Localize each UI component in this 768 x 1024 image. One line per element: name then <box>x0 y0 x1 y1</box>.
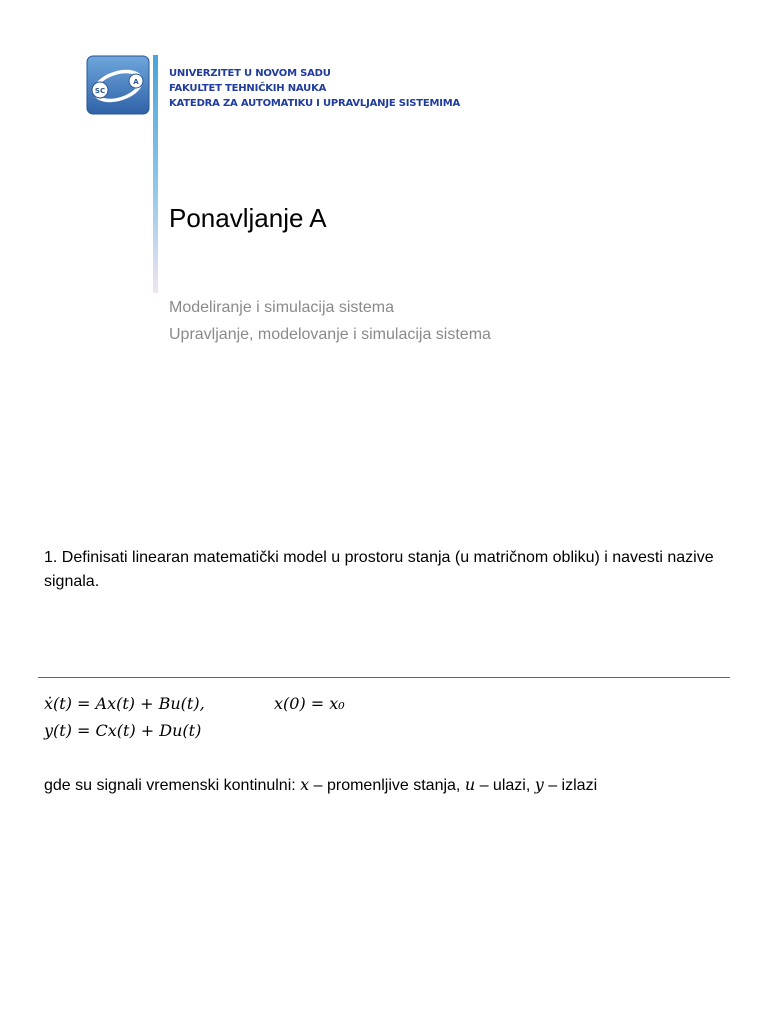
institution-department: KATEDRA ZA AUTOMATIKU I UPRAVLJANJE SISTEMIMA <box>169 98 461 109</box>
answer-divider <box>38 677 730 678</box>
subtitle-course-2: Upravljanje, modelovanje i simulacija sistema <box>169 326 491 343</box>
desc-x-text: – promenljive stanja, <box>309 777 465 794</box>
output-equation: y(t) = Cx(t) + Du(t) <box>44 721 202 740</box>
logo-badge-right: A <box>133 78 139 86</box>
institution-university: UNIVERZITET U NOVOM SADU <box>169 68 331 79</box>
state-equation: ẋ(t) = Ax(t) + Bu(t), <box>44 694 205 713</box>
signal-description <box>44 773 597 798</box>
header-accent-bar <box>153 55 158 293</box>
initial-condition: x(0) = x₀ <box>274 694 345 713</box>
desc-prefix: gde su signali vremenski kontinulni: <box>44 777 301 794</box>
university-logo-icon <box>86 55 150 115</box>
institution-block <box>169 66 460 111</box>
question-text: 1. Definisati linearan matematički model u prostoru stanja (u matričnom obliku) i navesti nazive signala. <box>44 549 714 590</box>
subtitle-course-1: Modeliranje i simulacija sistema <box>169 299 394 316</box>
page-title: Ponavljanje A <box>169 203 327 233</box>
logo-badge-left: SC <box>94 87 106 95</box>
desc-u-text: – ulazi, <box>475 777 535 794</box>
institution-faculty: FAKULTET TEHNIČKIH NAUKA <box>169 83 327 94</box>
symbol-y: y <box>534 775 544 794</box>
symbol-u: u <box>464 775 476 794</box>
desc-y-text: – izlazi <box>543 777 598 794</box>
symbol-x: x <box>300 775 310 794</box>
subtitle-block <box>169 294 491 348</box>
